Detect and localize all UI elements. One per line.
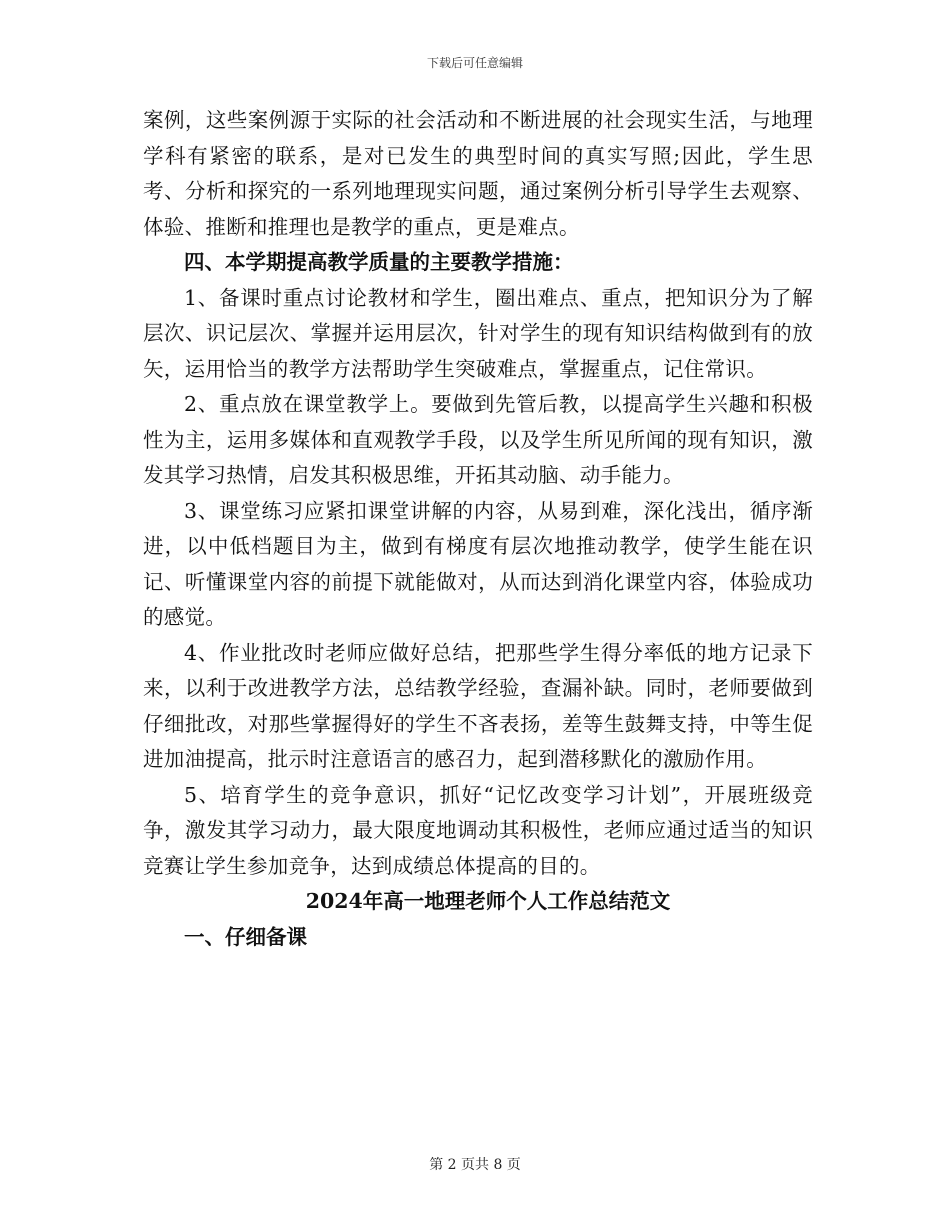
measure-item-4: 4、作业批改时老师应做好总结，把那些学生得分率低的地方记录下来，以利于改进教学方法，总结教学经验，查漏补缺。同时，老师要做到仔细批改，对那些掌握得好的学生不吝表扬，差等生鼓舞支持，中等生促进加油提高，批示时注意语言的感召力，起到潜移默化的激励作用。 [143, 640, 813, 771]
section-heading-1: 一、仔细备课 [184, 924, 307, 949]
measure-item-1: 1、备课时重点讨论教材和学生，圈出难点、重点，把知识分为了解层次、识记层次、掌握并运用层次，针对学生的现有知识结构做到有的放矢，运用恰当的教学方法帮助学生突破难点，掌握重点，记住常识。 [143, 285, 813, 381]
document-body [143, 103, 813, 955]
measure-item-5: 5、培育学生的竞争意识，抓好“记忆改变学习计划”，开展班级竞争，激发其学习动力，最大限度地调动其积极性，老师应通过适当的知识竞赛让学生参加竞争，达到成绩总体提高的目的。 [143, 782, 813, 878]
section-heading-4: 四、本学期提高教学质量的主要教学措施： [184, 250, 574, 274]
measure-item-2: 2、重点放在课堂教学上。要做到先管后教，以提高学生兴趣和积极性为主，运用多媒体和直观教学手段，以及学生所见所闻的现有知识，激发其学习热情，启发其积极思维，开拓其动脑、动手能力。 [143, 392, 813, 487]
measure-item-3: 3、课堂练习应紧扣课堂讲解的内容，从易到难，深化浅出，循序渐进，以中低档题目为主，做到有梯度有层次地推动教学，使学生能在识记、听懂课堂内容的前提下就能做对，从而达到消化课堂内容，体验成功的感觉。 [143, 498, 813, 629]
intro-paragraph: 案例，这些案例源于实际的社会活动和不断进展的社会现实生活，与地理学科有紧密的联系，是对已发生的典型时间的真实写照;因此，学生思考、分析和探究的一系列地理现实问题，通过案例分析引导学生去观察、体验、推断和推理也是教学的重点，更是难点。 [143, 108, 813, 239]
page-header: 下载后可任意编辑 [426, 56, 523, 70]
document-title: 2024年高一地理老师个人工作总结范文 [305, 889, 671, 913]
page-footer: 第 2 页共 8 页 [429, 1157, 521, 1173]
